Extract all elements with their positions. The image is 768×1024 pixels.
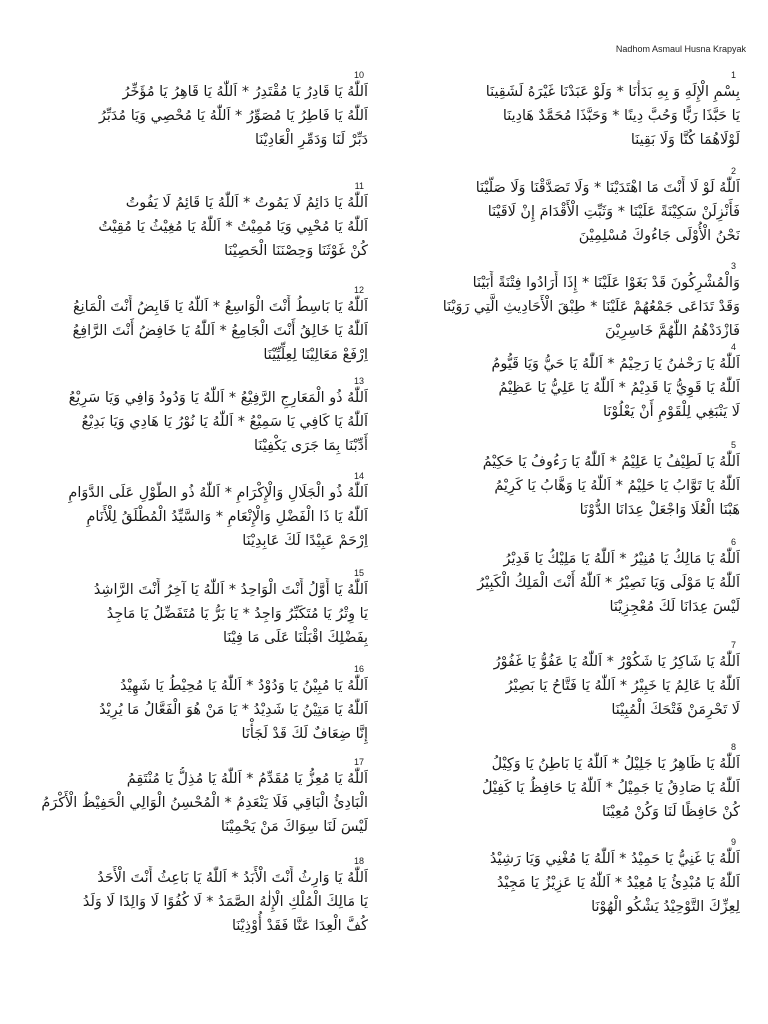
verse-line: اَللّٰهُ يَا مَوْلَى وَيَا نَصِيْرُ * اَللّٰهُ أَنْتَ الْمَلِكُ الْكَبِيْرُ — [477, 575, 740, 591]
verse-line: اَللّٰهُ يَا لَطِيْفُ يَا عَلِيْمُ * اَللّٰهُ يَا رَءُوفُ يَا حَكِيْمُ — [482, 454, 740, 470]
stanza-number: 17 — [353, 757, 364, 767]
verse-line: اَللّٰهُ يَا عَالِمُ يَا خَبِيْرُ * اَللّٰهُ يَا فَتَّاحُ يَا بَصِيْرُ — [505, 678, 740, 694]
verse-line: اَللّٰهُ ذُو الْمَعَارِجِ الرَّفِيْعُ * اَللّٰهُ يَا وَدُودُ وَافِي وَيَا سَرِيْعُ — [68, 390, 368, 406]
verse-line: اَللّٰهُ يَا غَنِيُّ يَا حَمِيْدُ * اَللّٰهُ يَا مُغْنِي وَيَا رَشِيْدُ — [489, 851, 740, 867]
verse-line: لِعِزِّكَ التَّوْحِيْدُ يَشْكُو الْهُوْنَا — [591, 899, 740, 915]
verse-line: بِفَضْلِكَ اقْبَلْنَا عَلَى مَا فِيْنَا — [222, 630, 368, 646]
stanza-1 — [404, 70, 740, 166]
verse-line: كُنْ غَوْثَنَا وَحِصْنَنَا الْحَصِيْنَا — [224, 243, 368, 259]
verse-line: اَللّٰهُ يَا مَالِكُ يَا مُنِيْرُ * اَللّٰهُ يَا مَلِيْكُ يَا قَدِيْرُ — [503, 551, 740, 567]
verse-line: فَازْدَدْهُمُ اللّٰهُمَّ خَاسِرِيْنَ — [605, 323, 740, 339]
stanza-number: 11 — [354, 181, 364, 191]
stanza-number: 7 — [730, 640, 736, 650]
stanza-number: 10 — [353, 70, 364, 80]
verse-line: يَا مَالِكَ الْمُلْكِ الْإِلٰهُ الصَّمَدُ * لَا كُفُوًا لَا وَالِدًا لَا وَلَدُ — [82, 894, 368, 910]
verse-line: اَللّٰهُ يَا مُبِيْنُ يَا وَدُوْدُ * اَللّٰهُ يَا مُحِيْطُ يَا شَهِيْدُ — [120, 678, 368, 694]
verse-line: يَا حَبَّذَا رَبًّا وَحُبَّ دِينًا * وَحَبَّذَا مُحَمَّدٌ هَادِينَا — [502, 108, 740, 124]
verse-line: اَللّٰهُ يَا بَاسِطُ أَنْتَ الْوَاسِعُ * اَللّٰهُ يَا قَابِضُ أَنْتَ الْمَانِعُ — [72, 299, 368, 315]
left-column — [30, 70, 368, 967]
verse-line: لَيْسَ عِدَانَا لَكَ مُعْجِزِيْنَا — [609, 599, 740, 615]
verse-line: اَللّٰهُ لَوْ لَا أَنْتَ مَا اهْتَدَيْنَا * وَلَا تَصَدَّقْنَا وَلَا صَلَّيْنَا — [475, 180, 740, 196]
stanza-number: 6 — [730, 537, 736, 547]
verse-line: نَحْنُ الْأُوْلَى جَاءُوكَ مُسْلِمِيْنَ — [578, 228, 740, 244]
stanza-13 — [30, 376, 368, 471]
stanza-number: 1 — [730, 70, 736, 80]
verse-line: هَبْنَا الْعُلَا وَاجْعَلْ عِدَانَا الدُّوْنَا — [579, 502, 740, 518]
stanza-8 — [404, 742, 740, 837]
verse-line: اَللّٰهُ يَا صَادِقُ يَا جَمِيْلُ * اَللّٰهُ يَا حَافِظُ يَا كَفِيْلُ — [481, 780, 740, 796]
stanza-12 — [30, 285, 368, 376]
stanza-17 — [30, 757, 368, 856]
verse-line: اِرْحَمْ عَبِيْدًا لَكَ عَابِدِيْنَا — [242, 533, 368, 549]
stanza-number: 18 — [353, 856, 364, 866]
verse-line: اَللّٰهُ يَا وَارِثُ أَنْتَ الْأَبَدُ * اَللّٰهُ يَا بَاعِثُ أَنْتَ الْأَحَدُ — [97, 870, 368, 886]
stanza-number: 4 — [730, 342, 736, 352]
stanza-15 — [30, 568, 368, 664]
verse-line: اَللّٰهُ يَا خَالِقُ أَنْتَ الْجَامِعُ * اَللّٰهُ يَا خَافِضُ أَنْتَ الرَّافِعُ — [72, 323, 368, 339]
stanza-number: 14 — [353, 471, 364, 481]
verse-line: اَللّٰهُ يَا مُحْيِي وَيَا مُمِيْتُ * اَللّٰهُ يَا مُغِيْثُ يَا مُقِيْتُ — [98, 219, 368, 235]
verse-line: لَا يَنْبَغِي لِلْقَوْمِ أَنْ يَعْلُوْنَا — [602, 404, 740, 420]
verse-line: فَأَنْزِلَنْ سَكِيْنَةً عَلَيْنَا * وَثَبِّتِ الْأَقْدَامَ إِنْ لَاقَيْنَا — [487, 204, 740, 220]
stanza-7 — [404, 640, 740, 742]
verse-line: لَوْلَاهُمَا كُنَّا وَلَا بَقِينَا — [630, 132, 740, 148]
stanza-11 — [30, 181, 368, 285]
stanza-16 — [30, 664, 368, 757]
verse-line: كُفَّ الْعِدَا عَنَّا فَقَدْ أُوْذِيْنَا — [231, 918, 368, 934]
stanza-number: 2 — [730, 166, 736, 176]
verse-line: بِسْمِ الْإِلَهِ وَ بِهِ بَدَأْنَا * وَلَوْ عَبَدْنَا غَيْرَهُ لَشَقِينَا — [485, 84, 740, 100]
verse-line: إِنَّا ضِعَافٌ لَكَ قَدْ لَجَأْنَا — [241, 726, 368, 742]
verse-line: اَللّٰهُ يَا قَوِيُّ يَا قَدِيْمُ * اَللّٰهُ يَا عَلِيُّ يَا عَظِيْمُ — [498, 380, 740, 396]
verse-line: الْبَادِئُ الْبَاقِي فَلَا يَنْعَدِمُ * الْمُحْسِنُ الْوَالِي الْحَفِيْظُ الْأَكْرَمُ — [41, 795, 368, 811]
verse-line: دَبِّرْ لَنَا وَدَمِّرِ الْعَادِيْنَا — [254, 132, 368, 148]
verse-line: اَللّٰهُ يَا ذَا الْفَضْلِ وَالْإِنْعَامِ * وَالسَّيِّدُ الْمُطْلَقُ لِلْأَنَامِ — [86, 509, 368, 525]
stanza-4 — [404, 342, 740, 440]
stanza-2 — [404, 166, 740, 261]
stanza-number: 8 — [730, 742, 736, 752]
verse-line: وَالْمُشْرِكُونَ قَدْ بَغَوْا عَلَيْنَا * إِذَا أَرَادُوا فِتْنَةً أَبَيْنَا — [472, 275, 740, 291]
verse-line: لَيْسَ لَنَا سِوَاكَ مَنْ يَحْمِيْنَا — [220, 819, 368, 835]
document-header: Nadhom Asmaul Husna Krapyak — [615, 44, 746, 54]
stanza-18 — [30, 856, 368, 967]
stanza-5 — [404, 440, 740, 537]
verse-line: اَللّٰهُ يَا دَائِمُ لَا يَمُوتُ * اَللّٰهُ يَا قَائِمُ لَا يَفُوتُ — [125, 195, 368, 211]
verse-line: لَا تَحْرِمَنْ فَتْحَكَ الْمُبِيْنَا — [611, 702, 740, 718]
verse-line: اِرْفَعْ مَعَالِيْنَا لِعِلِّيِّيْنَا — [263, 347, 368, 363]
verse-line: كُنْ حَافِظًا لَنَا وَكُنْ مُعِيْنَا — [601, 804, 740, 820]
verse-line: اَللّٰهُ يَا كَافِي يَا سَمِيْعُ * اَللّٰهُ يَا نُوْرُ يَا هَادِي وَيَا بَدِيْعُ — [81, 414, 368, 430]
verse-line: يَا وِتْرُ يَا مُتَكَبِّرُ وَاجِدُ * يَا بَرُّ يَا مُتَفَضِّلُ يَا مَاجِدُ — [106, 606, 368, 622]
verse-line: وَقَدْ تَدَاعَى جَمْعُهُمْ عَلَيْنَا * طِبْقَ الْأَحَادِيثِ الَّتِي رَوَيْنَا — [442, 299, 740, 315]
stanza-14 — [30, 471, 368, 568]
stanza-3 — [404, 261, 740, 342]
verse-line: اَللّٰهُ يَا رَحْمٰنُ يَا رَحِيْمُ * اَللّٰهُ يَا حَيُّ وَيَا قَيُّومُ — [491, 356, 740, 372]
stanza-number: 15 — [353, 568, 364, 578]
verse-line: اَللّٰهُ يَا قَادِرُ يَا مُقْتَدِرُ * اَللّٰهُ يَا قَاهِرُ يَا مُؤَخِّرُ — [122, 84, 368, 100]
verse-line: اَللّٰهُ يَا فَاطِرُ يَا مُصَوِّرُ * اَللّٰهُ يَا مُحْصِي وَيَا مُدَبِّرُ — [98, 108, 368, 124]
stanza-number: 13 — [353, 376, 364, 386]
verse-line: أَدِّبْنَا بِمَا جَرَى يَكْفِيْنَا — [254, 438, 368, 454]
verse-line: اَللّٰهُ يَا ظَاهِرُ يَا جَلِيْلُ * اَللّٰهُ يَا بَاطِنُ يَا وَكِيْلُ — [491, 756, 740, 772]
verse-line: اَللّٰهُ يَا مُعِزُّ يَا مُقَدِّمُ * اَللّٰهُ يَا مُذِلُّ يَا مُنْتَقِمُ — [126, 771, 368, 787]
verse-line: اَللّٰهُ يَا مَتِيْنُ يَا شَدِيْدُ * يَا مَنْ هُوَ الْفَعَّالُ مَا يُرِيْدُ — [99, 702, 368, 718]
stanza-number: 5 — [730, 440, 736, 450]
stanza-number: 16 — [353, 664, 364, 674]
verse-line: اَللّٰهُ يَا شَاكِرُ يَا شَكُوْرُ * اَللّٰهُ يَا عَفُوُّ يَا غَفُوْرُ — [493, 654, 740, 670]
stanza-number: 12 — [353, 285, 364, 295]
verse-line: اَللّٰهُ يَا أَوَّلُ أَنْتَ الْوَاحِدُ * اَللّٰهُ يَا آخِرُ أَنْتَ الرَّاشِدُ — [93, 582, 368, 598]
stanza-number: 3 — [730, 261, 736, 271]
stanza-6 — [404, 537, 740, 640]
stanza-10 — [30, 70, 368, 181]
verse-line: اَللّٰهُ ذُو الْجَلَالِ وَالْإِكْرَامِ * اَللّٰهُ ذُو الطَّوْلِ عَلَى الدَّوَامِ — [68, 485, 368, 501]
right-column — [404, 70, 740, 933]
stanza-number: 9 — [730, 837, 736, 847]
verse-line: اَللّٰهُ يَا مُبْدِئُ يَا مُعِيْدُ * اَللّٰهُ يَا عَزِيْزُ يَا مَجِيْدُ — [496, 875, 740, 891]
stanza-9 — [404, 837, 740, 933]
verse-line: اَللّٰهُ يَا تَوَّابُ يَا حَلِيْمُ * اَللّٰهُ يَا وَهَّابُ يَا كَرِيْمُ — [494, 478, 740, 494]
